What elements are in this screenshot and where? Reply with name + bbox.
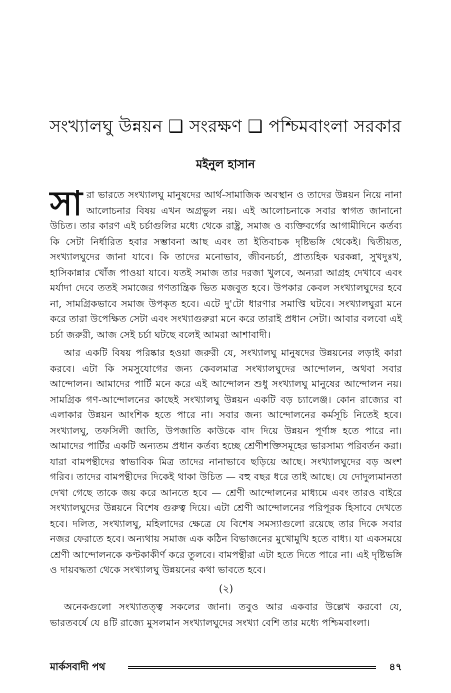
paragraph-3: অনেকগুলো সংখ্যাতত্ত্ব সকলের জানা। তবুও আর একবার উল্লেখ করবো যে, ভারতবর্ষে যে ৪টি রাজ্যে মুসলমান সংখ্যালঘুদের সংখ্যা বেশি তার মধ্যে পশ্চিমবাংলা।: [50, 602, 402, 629]
journal-name: মার্কসবাদী পথ: [50, 662, 106, 673]
footer-rule: [128, 666, 376, 669]
section-number: (২): [218, 583, 234, 595]
article-author: মইনুল হাসান: [196, 157, 255, 171]
paragraph-2: আর একটি বিষয় পরিষ্কার হওয়া জরুরী যে, সংখ্যালঘু মানুষদের উন্নয়নের লড়াই কারা করবে। এটা কি সমসুযোগের জন্য কেবলমাত্র সংখ্যালঘুদের আন্দোলন, অথবা সবার আন্দোলন। আমাদের পার্টি মনে করে এই আন্দোলন শুধু সংখ্যালঘু মানুষের আন্দোলন নয়। সামগ্রিক গণ-আন্দোলনের কাছেই সংখ্যালঘু উন্নয়ন একটি বড় চ্যালেঞ্জ। কোন রাজ্যের বা এলাকার উন্নয়ন আংশিক হতে পারে না। সবার জন্য আন্দোলনের কর্মসূচি নিতেই হবে। সংখ্যালঘু, তফসিলী জাতি, উপজাতি কাউকে বাদ দিয়ে উন্নয়ন পূর্ণাঙ্গ হতে পারে না। আমাদের পার্টির একটি অন্যতম প্রধান কর্তব্য হচ্ছে শ্রেণীশক্তিসমূহের ভারসাম্য পরিবর্তন করা। যারা বামপন্থীদের স্বাভাবিক মিত্র তাদের নানাভাবে ছড়িয়ে আছে। সংখ্যালঘুদের বড় অংশ গরিব। তাদের বামপন্থীদের দিকেই থাকা উচিত — বহু বছর ধরে তাই আছে। যে দোদুল্যমানতা দেখা গেছে তাকে জয় করে আনতে হবে — শ্রেণী আন্দোলনের মাধ্যমে এবং তারও বাইরে সংখ্যালঘুদের উন্নয়নে বিশেষ গুরুত্ব দিয়ে। এটা শ্রেণী আন্দোলনের পরিপূরক হিসাবে দেখতে হবে। দলিত, সংখ্যালঘু, মহিলাদের ক্ষেত্রে যে বিশেষ সমস্যাগুলো রয়েছে তার দিকে সবার নজর ফেরাতে হবে। অন্যথায় সমাজ এক কঠিন বিভাজনের মুখোমুখি হতে বাধ্য। যা একসময়ে শ্রেণী আন্দোলনকে কণ্টকাকীর্ণ করে তুলবে। বামপন্থীরা এটা হতে দিতে পারে না। এই দৃষ্টিভঙ্গি ও দায়বদ্ধতা থেকে সংখ্যালঘু উন্নয়নের কথা ভাবতে হবে।: [50, 348, 402, 576]
paragraph-1: [50, 184, 402, 343]
page-number: ৪৭: [389, 662, 402, 673]
article-body: [50, 184, 402, 634]
page-footer: [50, 660, 402, 674]
article-title: সংখ্যালঘু উন্নয়ন ❑ সংরক্ষণ ❑ পশ্চিমবাংলা সরকার: [49, 117, 402, 137]
drop-cap: সা: [50, 184, 83, 224]
paragraph-1-text: রা ভারতে সংখ্যালঘু মানুষদের আর্থ-সামাজিক অবস্থান ও তাদের উন্নয়ন নিয়ে নানা আলোচনার বিষয় এখন অগ্রভুল নয়। এই আলোচনাকে সবার স্বাগত জানানো উচিত। তার কারণ এই চর্চাগুলির মধ্যে থেকে রাষ্ট্র, সমাজ ও ব্যক্তিবর্গের আগামীদিনে কর্তব্য কি সেটা নির্ধারিত হবার সম্ভাবনা আছ এবং তা ইতিবাচক দৃষ্টিভঙ্গি থেকেই। দ্বিতীয়ত, সংখ্যালঘুদের জানা যাবে। কি তাদের মনোভাব, জীবনচর্চা, প্রাত্যহিক ঘরকন্না, সুখদুঃখ, হাসিকান্নার খোঁজ পাওয়া যাবে। যতই সমাজ তার দরজা খুলবে, অন্যরা আগ্রহ দেখাবে এবং মর্যাদা দেবে ততই সমাজের গণতান্ত্রিক ভিত মজবুত হবে। উপকার কেবল সংখ্যালঘুদের হবে না, সামগ্রিকভাবে সমাজ উপকৃত হবে। এটে দু'টো ধারণার সমাপ্তি ঘটবে। সংখ্যালঘুরা মনে করে তারা উপেক্ষিত সেটা এবং সংখ্যাগুরুরা মনে করে তারাই প্রধান সেটা। আবার বলবো এই চর্চা জরুরী, আজ সেই চর্চা ঘটছে বলেই আমরা আশাবাদী।: [50, 190, 402, 341]
